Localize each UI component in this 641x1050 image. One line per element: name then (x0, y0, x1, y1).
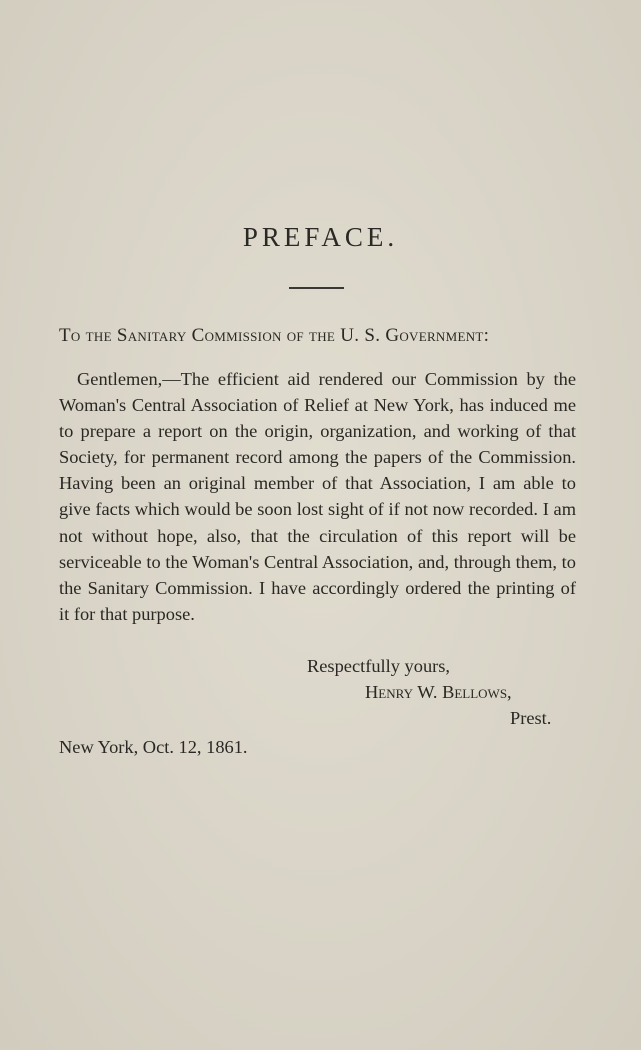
preface-paragraph: Gentlemen,—The efficient aid rendered our Commission by the Woman's Central Association of Relief at New York, has induced me to prepare a report on the origin, organization, and working of that Society, for permanent record among the papers of the Commission. Having been an original member of that Association, I am able to give facts which would be soon lost sight of if not now recorded. I am not without hope, also, that the circulation of this report will be serviceable to the Woman's Central Association, and, through them, to the Sanitary Commission. I have accordingly ordered the printing of it for that purpose. (59, 369, 576, 624)
dateline: New York, Oct. 12, 1861. (59, 737, 248, 757)
closing-salutation: Respectfully yours, (307, 656, 451, 676)
title-rule-divider (289, 287, 344, 289)
page-title: PREFACE. (242, 222, 399, 252)
address-line: To the Sanitary Commission of the U. S. Government: (59, 325, 490, 346)
closing-signature: Henry W. Bellows, (365, 682, 512, 702)
closing-title: Prest. (510, 708, 552, 728)
